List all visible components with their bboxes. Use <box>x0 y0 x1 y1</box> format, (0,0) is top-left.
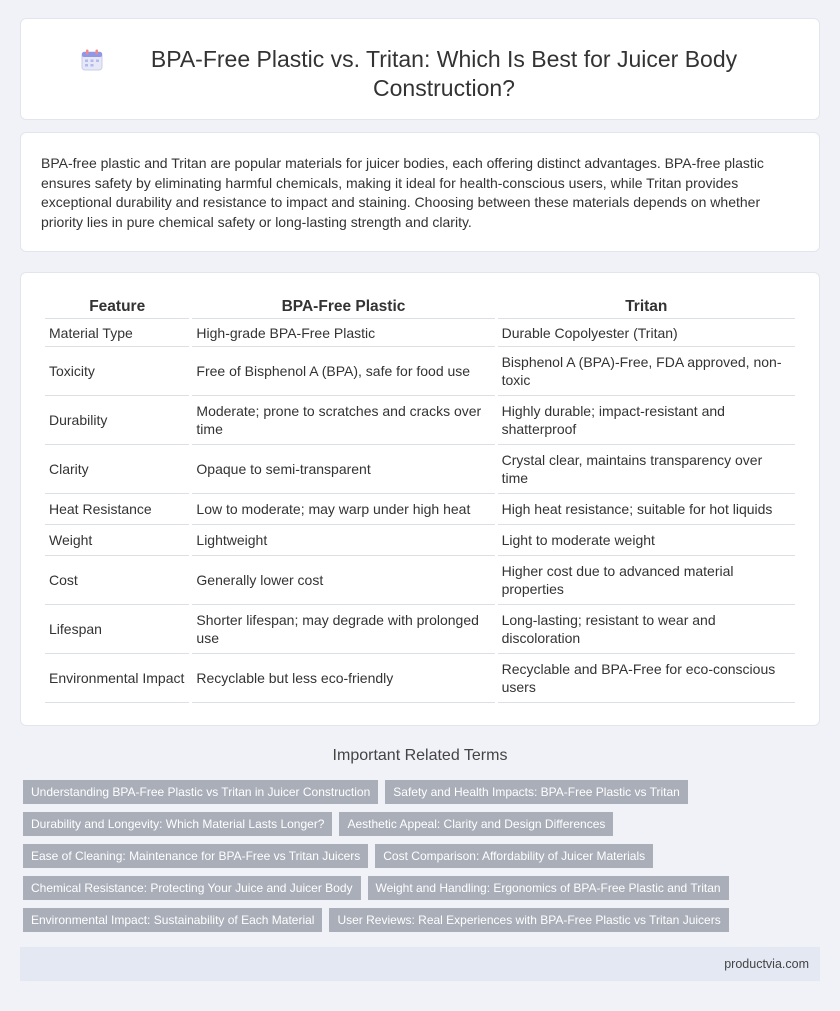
bpa-free-cell: Recyclable but less eco-friendly <box>192 654 494 703</box>
intro-card <box>20 132 820 252</box>
related-term-tag[interactable]: User Reviews: Real Experiences with BPA-Free Plastic vs Tritan Juicers <box>329 908 728 932</box>
page-title: BPA-Free Plastic vs. Tritan: Which Is Best for Juicer Body Construction? <box>150 46 738 101</box>
footer <box>20 947 820 981</box>
table-row <box>45 605 795 654</box>
bpa-free-cell: Moderate; prone to scratches and cracks over time <box>192 396 494 445</box>
feature-cell: Toxicity <box>45 347 189 396</box>
feature-cell: Lifespan <box>45 605 189 654</box>
table-row <box>45 396 795 445</box>
bpa-free-cell: Opaque to semi-transparent <box>192 445 494 494</box>
feature-cell: Clarity <box>45 445 189 494</box>
related-term-tag[interactable]: Understanding BPA-Free Plastic vs Tritan in Juicer Construction <box>23 780 378 804</box>
feature-cell: Weight <box>45 525 189 556</box>
bpa-free-cell: High-grade BPA-Free Plastic <box>192 319 494 347</box>
bpa-free-cell: Shorter lifespan; may degrade with prolonged use <box>192 605 494 654</box>
bpa-free-cell: Free of Bisphenol A (BPA), safe for food use <box>192 347 494 396</box>
column-header-tritan: Tritan <box>498 295 795 319</box>
tritan-cell: Recyclable and BPA-Free for eco-conscious users <box>498 654 795 703</box>
bpa-free-cell: Low to moderate; may warp under high heat <box>192 494 494 525</box>
related-terms-list <box>23 780 823 940</box>
feature-cell: Heat Resistance <box>45 494 189 525</box>
bpa-free-cell: Lightweight <box>192 525 494 556</box>
tritan-cell: High heat resistance; suitable for hot liquids <box>498 494 795 525</box>
related-term-tag[interactable]: Ease of Cleaning: Maintenance for BPA-Free vs Tritan Juicers <box>23 844 368 868</box>
related-term-tag[interactable]: Environmental Impact: Sustainability of Each Material <box>23 908 322 932</box>
column-header-feature: Feature <box>45 295 189 319</box>
comparison-card <box>20 272 820 726</box>
feature-cell: Durability <box>45 396 189 445</box>
tritan-cell: Light to moderate weight <box>498 525 795 556</box>
comparison-table <box>42 295 798 703</box>
footer-site-link[interactable]: productvia.com <box>724 957 809 971</box>
feature-cell: Environmental Impact <box>45 654 189 703</box>
related-term-tag[interactable]: Safety and Health Impacts: BPA-Free Plastic vs Tritan <box>385 780 688 804</box>
related-term-tag[interactable]: Chemical Resistance: Protecting Your Juice and Juicer Body <box>23 876 361 900</box>
table-row <box>45 494 795 525</box>
feature-cell: Cost <box>45 556 189 605</box>
related-term-tag[interactable]: Durability and Longevity: Which Material Lasts Longer? <box>23 812 332 836</box>
tritan-cell: Durable Copolyester (Tritan) <box>498 319 795 347</box>
related-terms-heading: Important Related Terms <box>332 747 508 764</box>
table-row <box>45 654 795 703</box>
table-row <box>45 556 795 605</box>
table-row <box>45 319 795 347</box>
related-term-tag[interactable]: Aesthetic Appeal: Clarity and Design Differences <box>339 812 613 836</box>
table-row <box>45 525 795 556</box>
tritan-cell: Crystal clear, maintains transparency over time <box>498 445 795 494</box>
table-header-row <box>45 295 795 319</box>
related-term-tag[interactable]: Cost Comparison: Affordability of Juicer Materials <box>375 844 653 868</box>
table-row <box>45 445 795 494</box>
column-header-bpa-free: BPA-Free Plastic <box>192 295 494 319</box>
table-row <box>45 347 795 396</box>
bpa-free-cell: Generally lower cost <box>192 556 494 605</box>
intro-paragraph: BPA-free plastic and Tritan are popular materials for juicer bodies, each offering distinct advantages. BPA-free plastic ensures safety by eliminating harmful chemicals, making it ideal for health-conscious users, while Tritan provides exceptional durability and resistance to impact and staining. Choosing between these materials depends on whether priority lies in pure chemical safety or long-lasting strength and clarity. <box>41 155 764 230</box>
tritan-cell: Highly durable; impact-resistant and shatterproof <box>498 396 795 445</box>
related-term-tag[interactable]: Weight and Handling: Ergonomics of BPA-Free Plastic and Tritan <box>368 876 729 900</box>
tritan-cell: Higher cost due to advanced material properties <box>498 556 795 605</box>
tritan-cell: Long-lasting; resistant to wear and discoloration <box>498 605 795 654</box>
tritan-cell: Bisphenol A (BPA)-Free, FDA approved, non-toxic <box>498 347 795 396</box>
feature-cell: Material Type <box>45 319 189 347</box>
header-card <box>20 18 820 120</box>
calendar-icon <box>81 49 103 71</box>
